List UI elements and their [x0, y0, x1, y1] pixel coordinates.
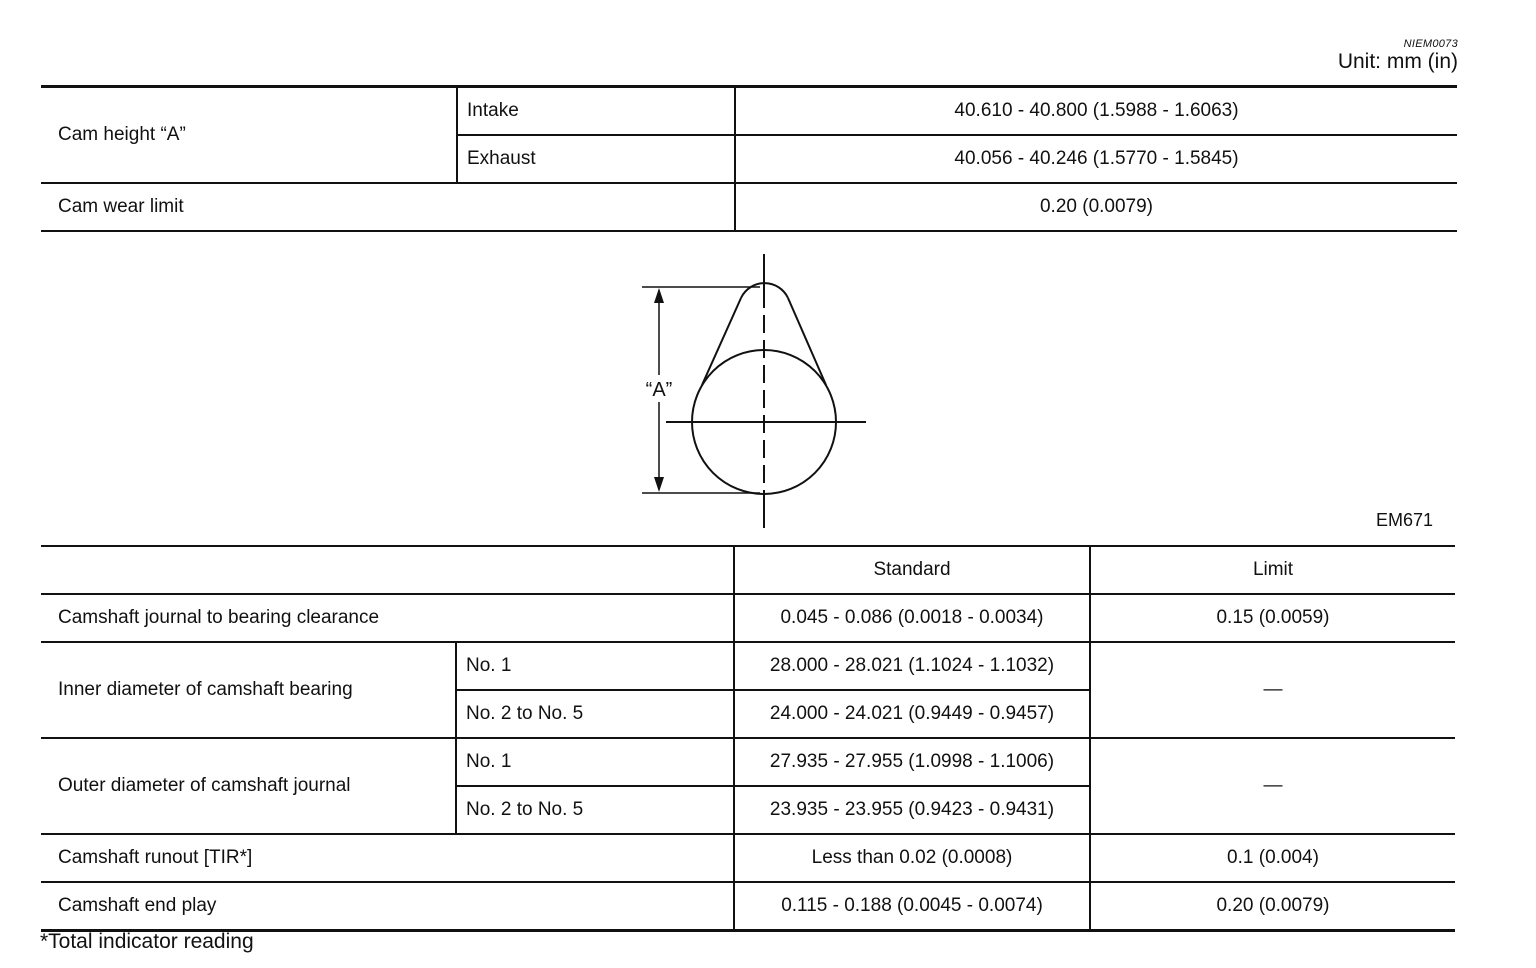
- cam-height-table: [41, 85, 1457, 232]
- cam-lobe-left-flank: [702, 298, 741, 385]
- dimension-arrow-top: [654, 288, 664, 303]
- unit-label: Unit: mm (in): [1337, 50, 1458, 73]
- end-play-limit: 0.20 (0.0079): [1090, 882, 1455, 931]
- table-row: [41, 882, 1455, 931]
- end-play-standard: 0.115 - 0.188 (0.0045 - 0.0074): [734, 882, 1090, 931]
- table-row: [41, 738, 1455, 786]
- runout-standard: Less than 0.02 (0.0008): [734, 834, 1090, 882]
- camshaft-spec-table: [41, 545, 1455, 932]
- table-row: [41, 87, 1457, 136]
- figure-code: EM671: [1376, 510, 1434, 530]
- document-code: NIEM0073: [1403, 38, 1458, 50]
- clearance-limit: 0.15 (0.0059): [1090, 594, 1455, 642]
- intake-label: Intake: [457, 87, 735, 136]
- cam-lobe-diagram: [630, 250, 880, 535]
- table-row: [41, 834, 1455, 882]
- bearing-no2-standard: 24.000 - 24.021 (0.9449 - 0.9457): [734, 690, 1090, 738]
- exhaust-value: 40.056 - 40.246 (1.5770 - 1.5845): [735, 135, 1457, 183]
- journal-no2-standard: 23.935 - 23.955 (0.9423 - 0.9431): [734, 786, 1090, 834]
- runout-limit: 0.1 (0.004): [1090, 834, 1455, 882]
- bearing-no1-label: No. 1: [456, 642, 734, 690]
- intake-value: 40.610 - 40.800 (1.5988 - 1.6063): [735, 87, 1457, 136]
- clearance-standard: 0.045 - 0.086 (0.0018 - 0.0034): [734, 594, 1090, 642]
- column-header-standard: Standard: [734, 546, 1090, 594]
- column-header-limit: Limit: [1090, 546, 1455, 594]
- table-row: [41, 642, 1455, 690]
- table-row: [41, 183, 1457, 231]
- table-header-row: [41, 546, 1455, 594]
- exhaust-label: Exhaust: [457, 135, 735, 183]
- runout-label: Camshaft runout [TIR*]: [41, 834, 734, 882]
- footnote: *Total indicator reading: [40, 930, 254, 953]
- journal-limit: —: [1090, 738, 1455, 834]
- bearing-inner-diameter-label: Inner diameter of camshaft bearing: [41, 642, 456, 738]
- clearance-label: Camshaft journal to bearing clearance: [41, 594, 734, 642]
- cam-lobe-right-flank: [788, 298, 826, 385]
- table-row: [41, 594, 1455, 642]
- bearing-no2-label: No. 2 to No. 5: [456, 690, 734, 738]
- bearing-no1-standard: 28.000 - 28.021 (1.1024 - 1.1032): [734, 642, 1090, 690]
- cam-wear-limit-label: Cam wear limit: [41, 183, 735, 231]
- journal-no1-label: No. 1: [456, 738, 734, 786]
- journal-no1-standard: 27.935 - 27.955 (1.0998 - 1.1006): [734, 738, 1090, 786]
- header-blank-cell: [41, 546, 734, 594]
- cam-height-label: Cam height “A”: [58, 124, 186, 145]
- cam-wear-limit-value: 0.20 (0.0079): [735, 183, 1457, 231]
- bearing-limit: —: [1090, 642, 1455, 738]
- end-play-label: Camshaft end play: [41, 882, 734, 931]
- dimension-arrow-bottom: [654, 477, 664, 492]
- dimension-label: “A”: [645, 379, 673, 401]
- journal-outer-diameter-label: Outer diameter of camshaft journal: [41, 738, 456, 834]
- journal-no2-label: No. 2 to No. 5: [456, 786, 734, 834]
